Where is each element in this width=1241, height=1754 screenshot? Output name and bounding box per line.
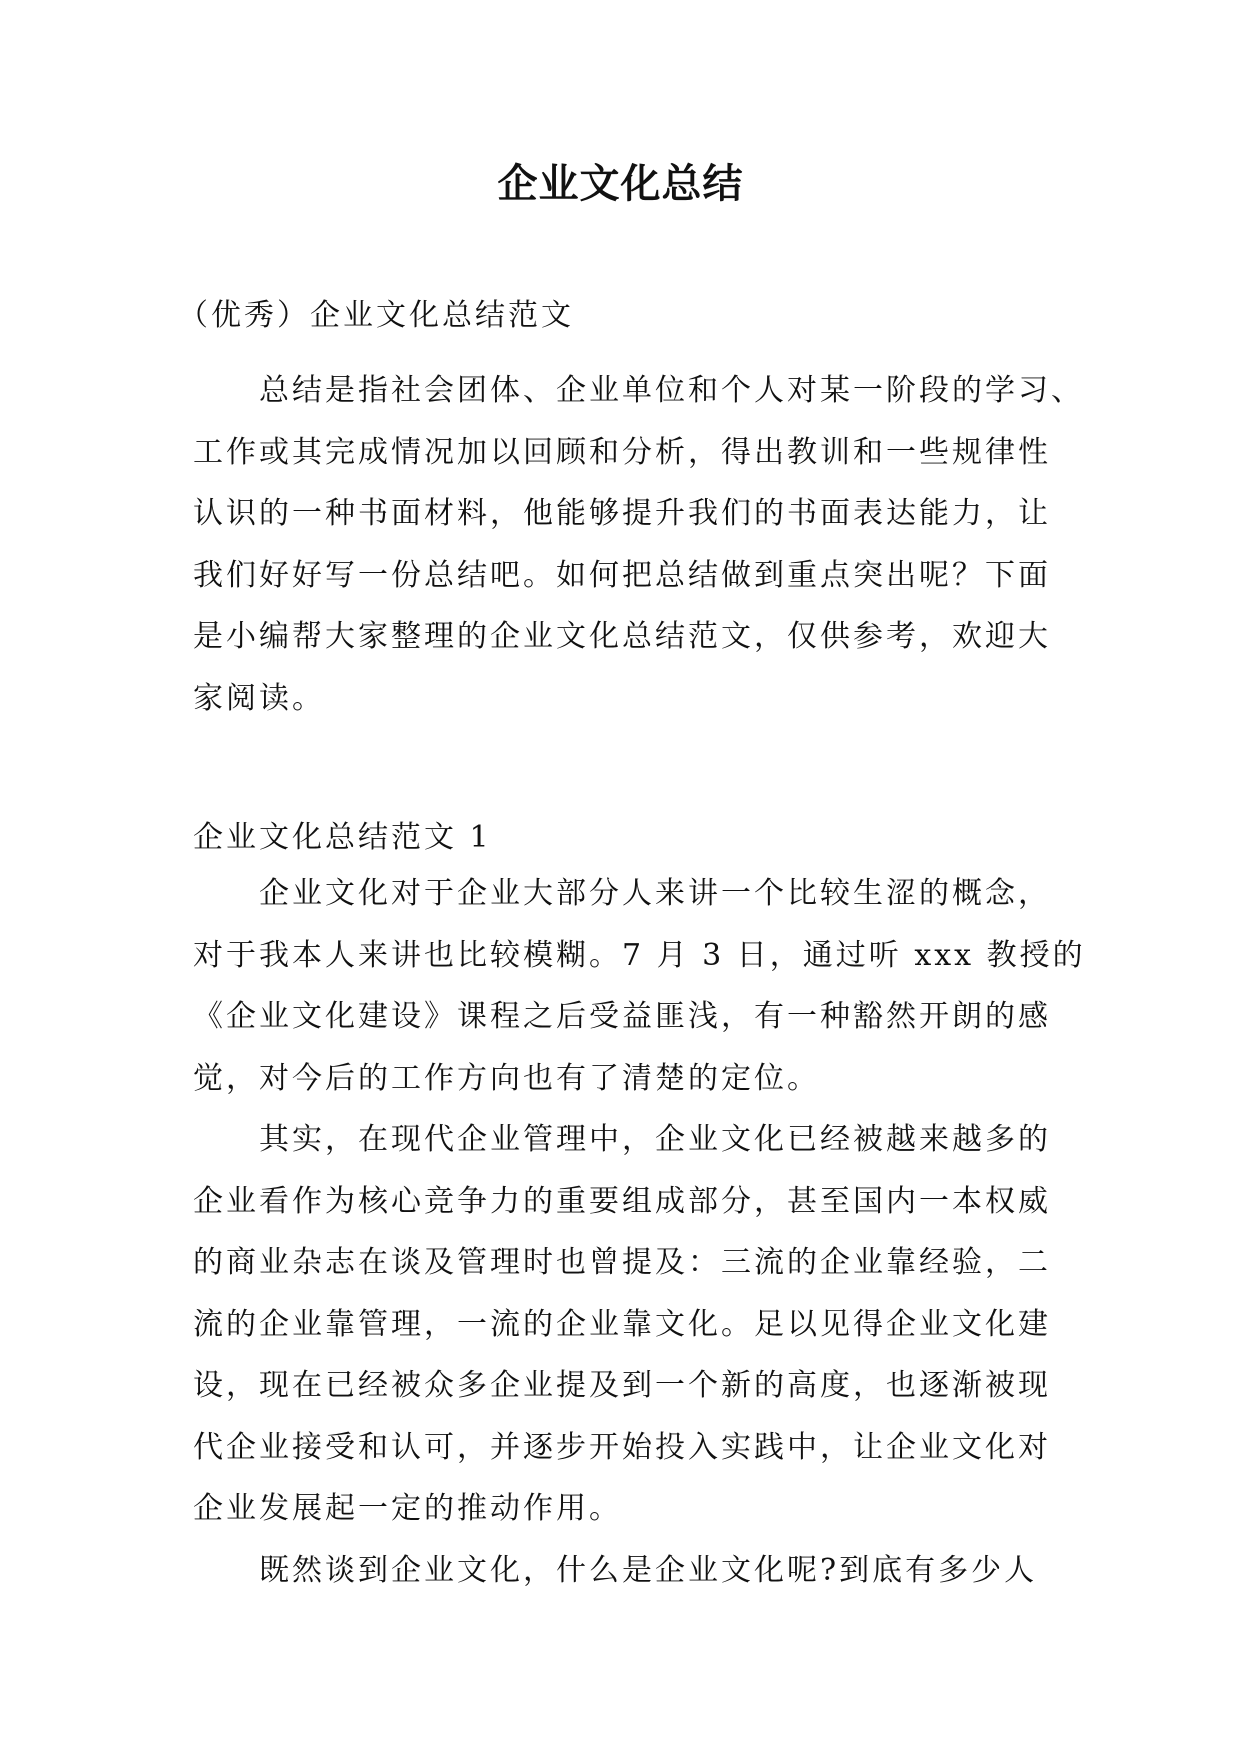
paragraph-line: 总结是指社会团体、企业单位和个人对某一阶段的学习、 (259, 373, 1084, 408)
body-paragraph-2 (193, 1109, 1055, 1540)
paragraph-line: 家阅读。 (193, 680, 325, 716)
paragraph-line: 其实，在现代企业管理中，企业文化已经被越来越多的 (259, 1122, 1051, 1157)
paragraph-line: 既然谈到企业文化，什么是企业文化呢?到底有多少人 (259, 1553, 1038, 1588)
paragraph-line: 企业发展起一定的推动作用。 (193, 1491, 622, 1526)
paragraph-line: 我们好好写一份总结吧。如何把总结做到重点突出呢？下面 (193, 557, 1051, 593)
paragraph-line: 是小编帮大家整理的企业文化总结范文，仅供参考，欢迎大 (193, 619, 1051, 654)
document-subtitle: （优秀）企业文化总结范文 (178, 298, 574, 333)
paragraph-line: 工作或其完成情况加以回顾和分析，得出教训和一些规律性 (193, 434, 1051, 470)
paragraph-line: 认识的一种书面材料，他能够提升我们的书面表达能力，让 (193, 496, 1051, 531)
paragraph-line: 企业文化对于企业大部分人来讲一个比较生涩的概念， (259, 876, 1051, 911)
paragraph-line: 的商业杂志在谈及管理时也曾提及：三流的企业靠经验，二 (193, 1245, 1051, 1280)
document-title: 企业文化总结 (497, 161, 744, 207)
body-paragraph-1 (193, 863, 1086, 1109)
section-heading: 企业文化总结范文 1 (193, 820, 492, 855)
paragraph-line: 觉，对今后的工作方向也有了清楚的定位。 (193, 1060, 820, 1096)
paragraph-line: 企业看作为核心竞争力的重要组成部分，甚至国内一本权威 (193, 1183, 1051, 1219)
body-paragraph-3 (193, 1540, 1055, 1602)
paragraph-line: 代企业接受和认可，并逐步开始投入实践中，让企业文化对 (193, 1429, 1051, 1465)
intro-paragraph (193, 360, 1084, 729)
paragraph-line: 流的企业靠管理，一流的企业靠文化。足以见得企业文化建 (193, 1306, 1051, 1342)
paragraph-line: 设，现在已经被众多企业提及到一个新的高度，也逐渐被现 (193, 1368, 1051, 1403)
paragraph-line: 对于我本人来讲也比较模糊。7 月 3 日，通过听 xxx 教授的 (193, 937, 1086, 973)
paragraph-line: 《企业文化建设》课程之后受益匪浅，有一种豁然开朗的感 (193, 999, 1051, 1034)
